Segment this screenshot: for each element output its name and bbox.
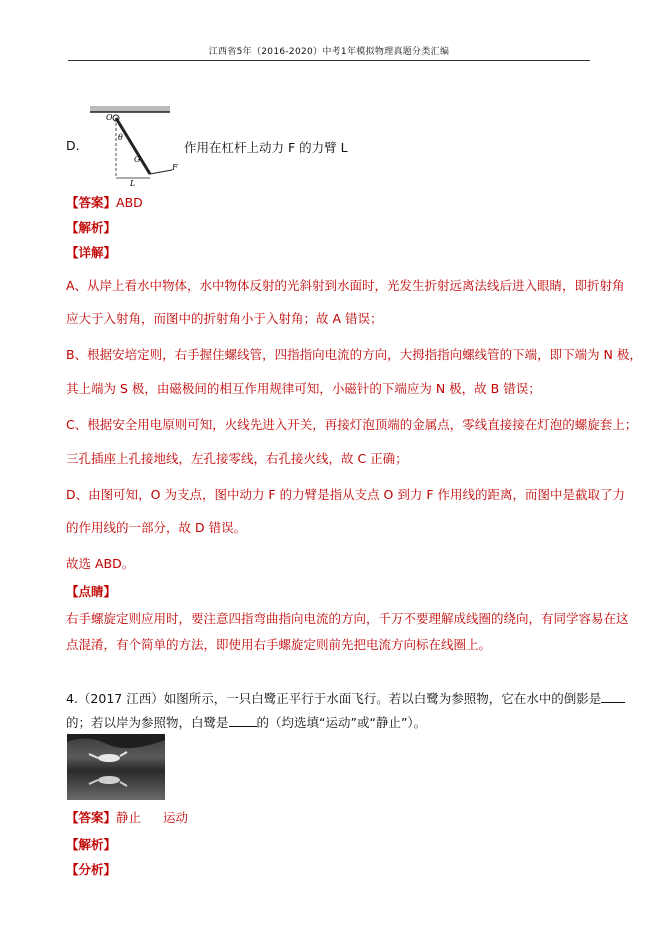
ceiling-hatch [90, 106, 170, 112]
q3-conclusion: 故选 ABD。 [66, 556, 135, 571]
q3-detail-line-1: A、从岸上看水中物体，水中物体反射的光斜射到水面时，光发生折射远离法线后进入眼睛，即折射角 [66, 278, 625, 293]
q4-blank-1 [601, 690, 625, 703]
option-d-letter: D. [66, 138, 80, 153]
label-f: F [172, 163, 178, 172]
q3-answer-value: ABD [116, 195, 143, 210]
q4-stem-line-2 [66, 713, 426, 731]
egret-photo-art [67, 734, 165, 800]
option-d-text: 作用在杠杆上动力 F 的力臂 L [184, 140, 348, 155]
q4-answer-label: 【答案】 [66, 810, 117, 825]
q3-detail-line-2: 应大于入射角，而图中的折射角小于入射角；故 A 错误； [66, 311, 383, 326]
q3-detail-line-3: B、根据安培定则，右手握住螺线管，四指指向电流的方向，大拇指指向螺线管的下端，即下端为 N 极， [66, 347, 642, 362]
q3-detail-line-4: 其上端为 S 极，由磁极间的相互作用规律可知，小磁针的下端应为 N 极，故 B 错误； [66, 381, 541, 396]
label-theta: θ [118, 133, 123, 142]
q4-answer-value-2: 运动 [163, 810, 189, 825]
q4-stem-line-1 [66, 689, 625, 707]
shore-vegetation [67, 734, 165, 748]
q3-comment-label: 【点睛】 [66, 584, 117, 599]
egret-photo [67, 734, 165, 800]
q3-detail-label: 【详解】 [66, 245, 117, 260]
header-divider [68, 60, 590, 61]
label-o: O [106, 113, 113, 122]
q4-blank-2 [229, 714, 257, 727]
lever-diagram [86, 104, 182, 186]
q4-analysis-label: 【解析】 [66, 837, 117, 852]
q4-answer-value-1: 静止 [116, 810, 142, 825]
q3-analysis-label: 【解析】 [66, 220, 117, 235]
label-g: G [134, 155, 141, 164]
q3-detail-line-5: C、根据安全用电原则可知，火线先进入开关，再接灯泡顶端的金属点，零线直接接在灯泡的螺旋套上； [66, 417, 638, 432]
q4-answer-row [66, 808, 188, 826]
q3-answer-label: 【答案】 [66, 195, 117, 210]
egret-body [98, 754, 120, 762]
label-l: L [130, 179, 136, 186]
page-header-title: 江西省5年（2016-2020）中考1年模拟物理真题分类汇编 [208, 47, 450, 57]
q3-detail-line-8: 的作用线的一部分，故 D 错误。 [66, 520, 247, 535]
q3-comment-line-1: 右手螺旋定则应用时，要注意四指弯曲指向电流的方向，千万不要理解成线圈的绕向，有同学容易在这 [66, 611, 629, 626]
q3-detail-line-7: D、由图可知，O 为支点，图中动力 F 的力臂是指从支点 O 到力 F 作用线的距离，而图中是截取了力 [66, 487, 625, 502]
q4-analyze-label: 【分析】 [66, 862, 117, 877]
force-arrow [150, 170, 172, 174]
lever-rod [116, 118, 150, 174]
q3-comment-line-2: 点混淆，有个简单的方法，即使用右手螺旋定则前先把电流方向标在线圈上。 [66, 637, 492, 652]
q4-stem-part1: 4.（2017 江西）如图所示，一只白鹭正平行于水面飞行。若以白鹭为参照物，它在水中的倒影是 [66, 691, 602, 706]
q4-stem-part3: 的（均选填“运动”或“静止”）。 [256, 715, 427, 730]
q3-answer-row [66, 193, 143, 211]
q3-detail-line-6: 三孔插座上孔接地线，左孔接零线，右孔接火线，故 C 正确； [66, 451, 408, 466]
egret-reflection [98, 776, 120, 784]
q4-stem-part2: 的；若以岸为参照物，白鹭是 [66, 715, 229, 730]
